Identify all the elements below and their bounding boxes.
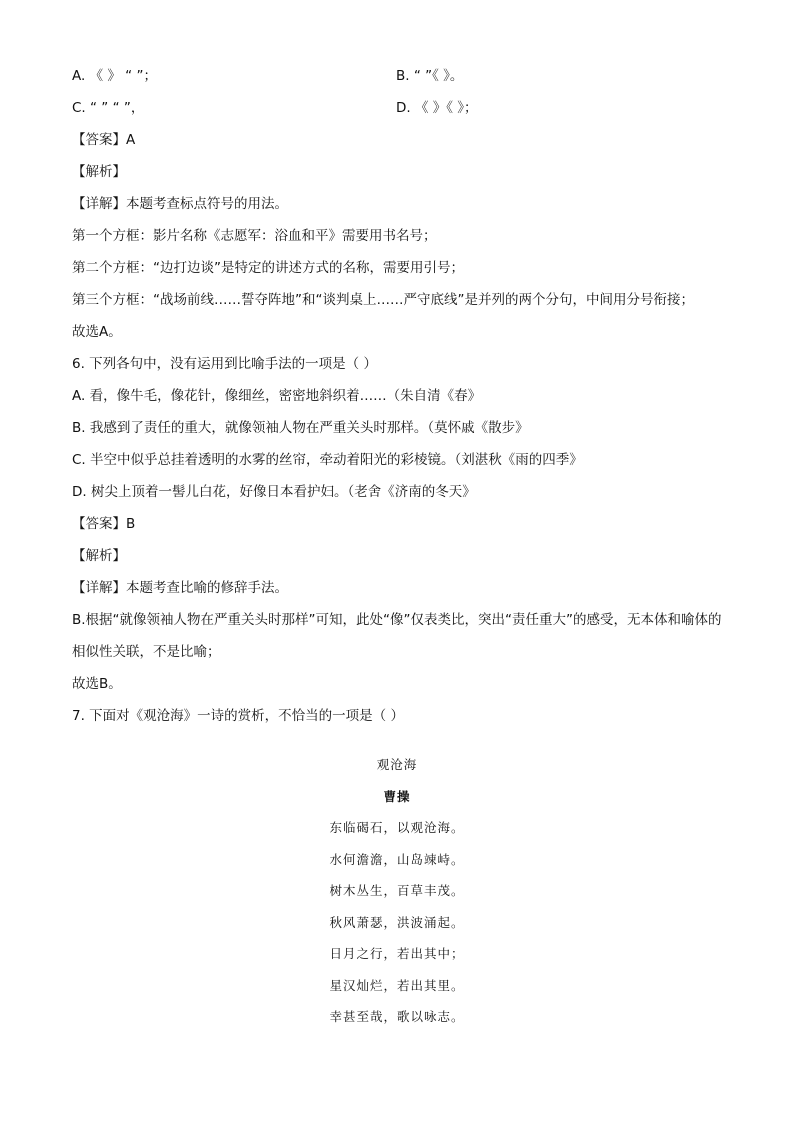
q5-options-row-1 (72, 60, 722, 92)
q7-stem: 7. 下面对《观沧海》一诗的赏析，不恰当的一项是（ ） (72, 708, 404, 724)
q5-option-a: A. 《 》 “ ”； (72, 68, 157, 84)
poem-line: 星汉灿烂，若出其里。 (329, 977, 465, 993)
q5-option-c: C. “ ” “ ”， (72, 100, 145, 116)
q6-explanation: B.根据“就像领袖人物在严重关头时那样”可知，此处“像”仅表类比，突出“责任重大”的感受，无本体和喻体的相似性关联，不是比喻； (72, 612, 722, 660)
q5-analysis-heading: 【解析】 (72, 164, 126, 180)
poem-line: 秋风萧瑟，洪波涌起。 (329, 914, 465, 930)
poem-author: 曹操 (383, 788, 411, 804)
q6-option-c: C. 半空中似乎总挂着透明的水雾的丝帘，牵动着阳光的彩棱镜。（刘湛秋《雨的四季》 (72, 452, 583, 468)
q6-analysis-heading: 【解析】 (72, 548, 126, 564)
q6-option-b: B. 我感到了责任的重大，就像领袖人物在严重关头时那样。（莫怀戚《散步》 (72, 420, 529, 436)
q5-option-b: B. “ ”《 》。 (396, 68, 464, 84)
poem-line: 日月之行，若出其中； (329, 946, 465, 961)
q5-conclusion: 故选A。 (72, 324, 122, 340)
poem-line: 东临碣石，以观沧海。 (329, 820, 465, 835)
q5-answer: 【答案】A (72, 132, 136, 148)
q6-conclusion: 故选B。 (72, 676, 122, 692)
poem-line: 水何澹澹，山岛竦峙。 (329, 851, 465, 867)
q6-answer: 【答案】B (72, 516, 136, 532)
q5-box-2: 第二个方框：“边打边谈”是特定的讲述方式的名称，需要用引号； (72, 260, 464, 276)
q6-option-a: A. 看，像牛毛，像花针，像细丝，密密地斜织着……（朱自清《春》 (72, 388, 482, 404)
q5-detail: 【详解】本题考查标点符号的用法。 (72, 196, 288, 212)
q5-box-3: 第三个方框：“战场前线……誓夺阵地”和“谈判桌上……严守底线”是并列的两个分句，中间用分号衔接； (72, 292, 694, 308)
poem-block (0, 749, 794, 1033)
poem-title: 观沧海 (376, 757, 418, 772)
q5-options-row-2 (72, 92, 722, 124)
q6-option-d: D. 树尖上顶着一髻儿白花，好像日本看护妇。（老舍《济南的冬天》 (72, 484, 476, 500)
q5-box-1: 第一个方框：影片名称《志愿军：浴血和平》需要用书名号； (72, 228, 437, 244)
q6-stem: 6. 下列各句中，没有运用到比喻手法的一项是（ ） (72, 356, 377, 372)
poem-line: 幸甚至哉，歌以咏志。 (329, 1009, 465, 1024)
q5-option-d: D. 《 》《 》； (396, 100, 478, 116)
poem-line: 树木丛生，百草丰茂。 (329, 883, 465, 898)
document-page (72, 60, 722, 732)
q6-detail: 【详解】本题考查比喻的修辞手法。 (72, 580, 288, 596)
